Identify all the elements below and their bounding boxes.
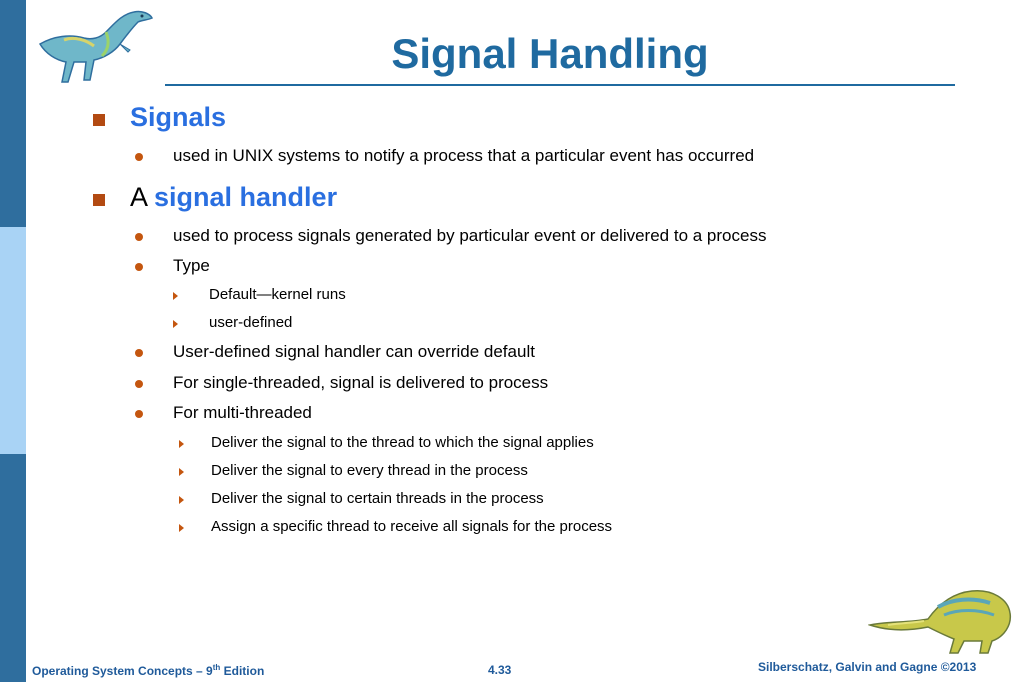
footer-book-suffix: Edition <box>220 664 265 678</box>
bullet-override-default: User-defined signal handler can override default <box>173 342 535 361</box>
square-bullet-icon <box>93 114 105 126</box>
bullet-handler-type: Type <box>173 256 210 275</box>
dinosaur-footer-icon <box>868 585 1016 657</box>
arrow-bullet-icon <box>173 320 178 328</box>
bullet-deliver-applies: Deliver the signal to the thread to which the signal applies <box>211 434 594 451</box>
bullet-signal-handler-prefix: A <box>130 182 155 212</box>
arrow-bullet-icon <box>173 292 178 300</box>
footer-book-prefix: Operating System Concepts – 9 <box>32 664 213 678</box>
bullet-multi-threaded: For multi-threaded <box>173 403 312 422</box>
bullet-assign-thread: Assign a specific thread to receive all signals for the process <box>211 518 613 535</box>
footer-book-title <box>32 663 264 678</box>
arrow-bullet-icon <box>179 496 184 504</box>
arrow-bullet-icon <box>179 524 184 532</box>
bullet-signals-desc: used in UNIX systems to notify a process that a particular event has occurred <box>173 146 755 165</box>
dot-bullet-icon <box>135 153 143 161</box>
footer-copyright: Silberschatz, Galvin and Gagne ©2013 <box>758 660 977 674</box>
arrow-bullet-icon <box>179 468 184 476</box>
arrow-bullet-icon <box>179 440 184 448</box>
footer-book-sup: th <box>212 663 221 672</box>
bullet-signals <box>130 102 226 133</box>
dot-bullet-icon <box>135 410 143 418</box>
dot-bullet-icon <box>135 349 143 357</box>
dot-bullet-icon <box>135 380 143 388</box>
bullet-signal-handler-label: signal handler <box>154 182 338 212</box>
slide-title: Signal Handling <box>391 30 709 77</box>
bullet-signals-label: Signals <box>130 102 227 132</box>
bullet-type-user-defined: user-defined <box>209 314 293 331</box>
square-bullet-icon <box>93 194 105 206</box>
bullet-deliver-every: Deliver the signal to every thread in the process <box>211 462 528 479</box>
footer-page-number: 4.33 <box>488 663 512 677</box>
dot-bullet-icon <box>135 233 143 241</box>
bullet-single-threaded: For single-threaded, signal is delivered to process <box>173 373 549 392</box>
bullet-signal-handler <box>130 182 337 213</box>
bullet-handler-purpose: used to process signals generated by particular event or delivered to a process <box>173 226 767 245</box>
bullet-deliver-certain: Deliver the signal to certain threads in the process <box>211 490 544 507</box>
bullet-type-default: Default—kernel runs <box>209 286 346 303</box>
dot-bullet-icon <box>135 263 143 271</box>
